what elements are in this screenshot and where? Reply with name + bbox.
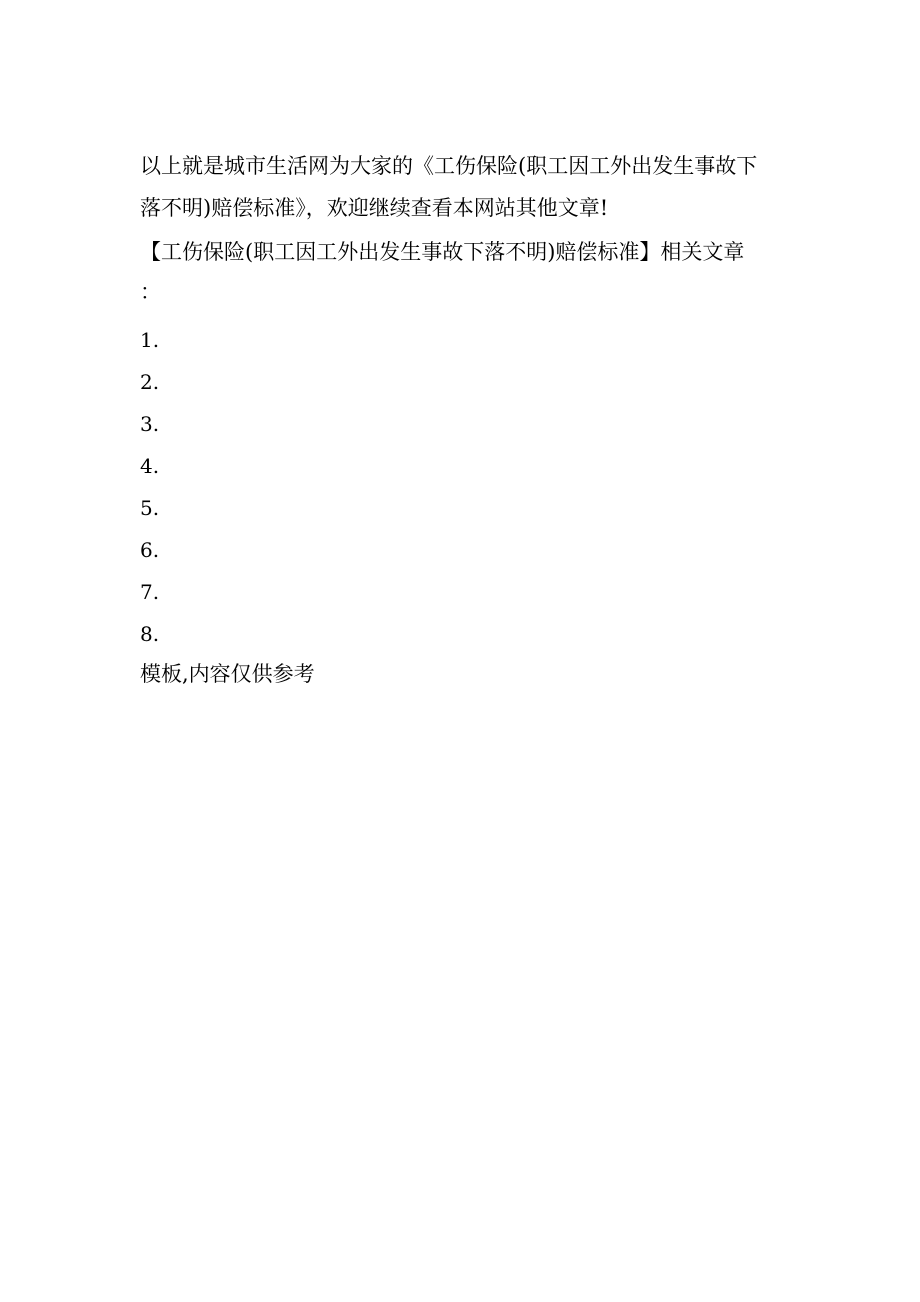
closing-paragraph-line-2: 落不明)赔偿标准》，欢迎继续查看本网站其他文章! xyxy=(140,196,609,220)
related-article-item-2: 2. xyxy=(140,370,160,394)
related-article-item-4: 4. xyxy=(140,454,160,478)
related-articles-heading-line-2: ： xyxy=(140,280,161,304)
related-article-item-8: 8. xyxy=(140,622,160,646)
related-article-item-1: 1. xyxy=(140,328,160,352)
related-article-item-3: 3. xyxy=(140,412,160,436)
related-article-item-5: 5. xyxy=(140,496,160,520)
related-articles-heading-line-1: 【工伤保险(职工因工外出发生事故下落不明)赔偿标准】相关文章 xyxy=(140,240,745,264)
related-article-item-7: 7. xyxy=(140,580,160,604)
related-article-item-6: 6. xyxy=(140,538,160,562)
closing-paragraph-line-1: 以上就是城市生活网为大家的《工伤保险(职工因工外出发生事故下 xyxy=(140,154,758,178)
template-disclaimer: 模板,内容仅供参考 xyxy=(140,662,315,686)
